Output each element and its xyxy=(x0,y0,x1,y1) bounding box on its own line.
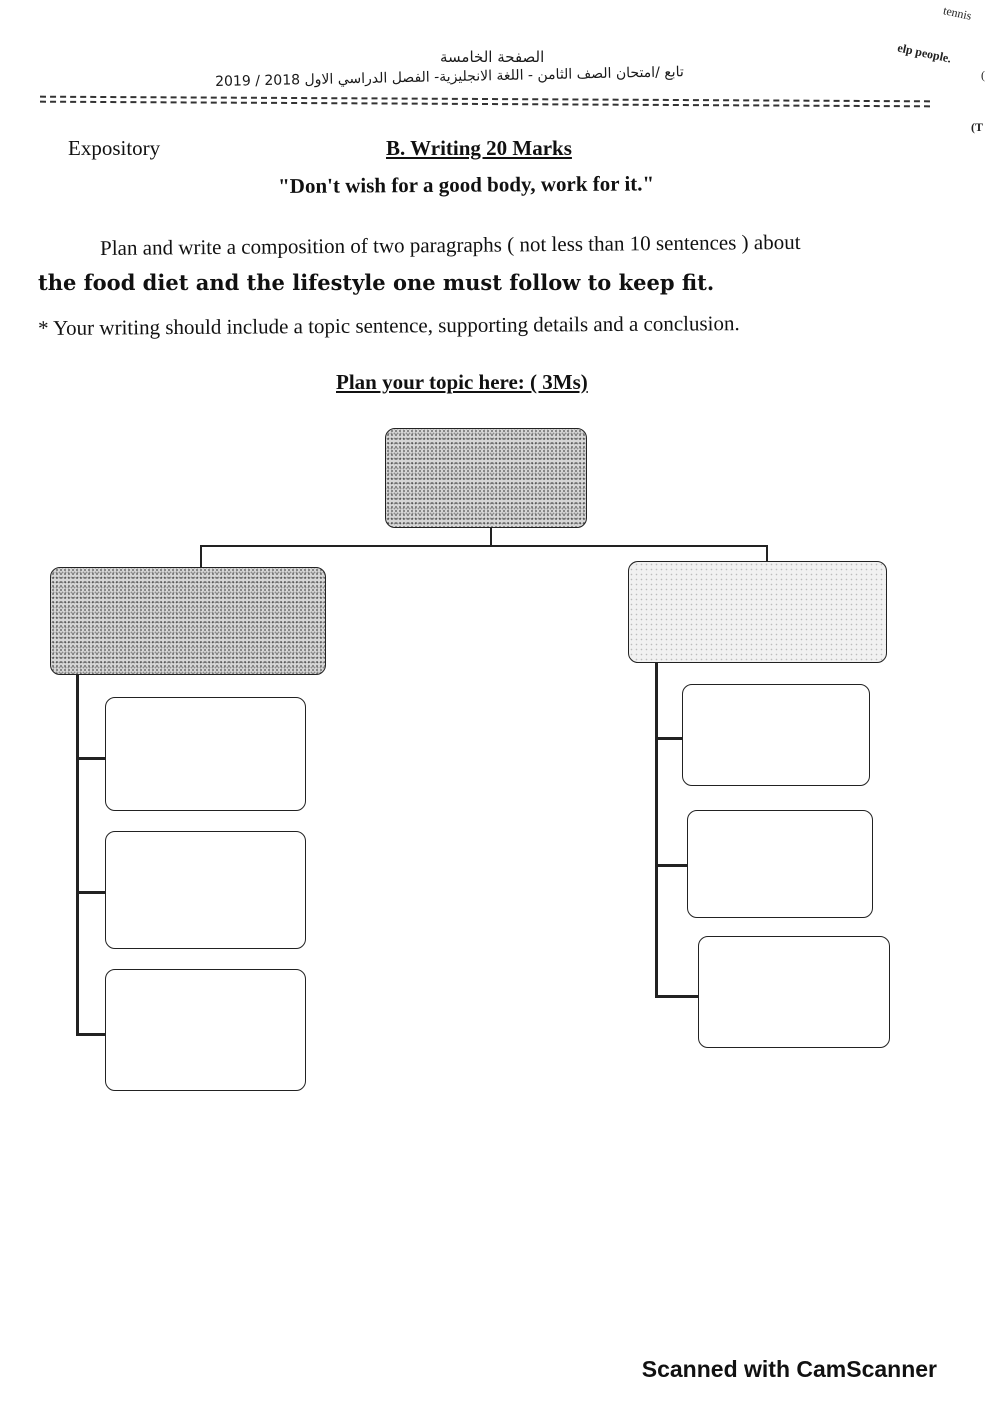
instruction-text: Plan and write a composition of two paragraphs ( not less than 10 sentences ) about xyxy=(100,229,801,260)
right-detail-box-1[interactable] xyxy=(682,684,870,786)
right-detail-box-3[interactable] xyxy=(698,936,890,1048)
right-branch-line xyxy=(655,663,658,998)
corner-text: tennis xyxy=(941,3,973,23)
left-subtopic-box[interactable] xyxy=(50,567,326,675)
page-number-header: الصفحة الخامسة xyxy=(440,48,545,66)
connector-line xyxy=(200,545,767,547)
left-detail-box-1[interactable] xyxy=(105,697,306,811)
connector-line xyxy=(76,891,106,894)
connector-line xyxy=(655,995,700,998)
instruction-topic-bold: the food diet and the lifestyle one must follow to keep fit xyxy=(38,270,707,295)
connector-line xyxy=(490,527,492,547)
main-topic-box[interactable] xyxy=(385,428,587,528)
writing-type-label: Expository xyxy=(68,136,161,160)
plan-heading: Plan your topic here: ( 3Ms) xyxy=(336,370,588,394)
connector-line xyxy=(76,1033,106,1036)
header-divider xyxy=(40,101,930,108)
instruction-period: . xyxy=(706,270,715,295)
right-detail-box-2[interactable] xyxy=(687,810,873,918)
connector-line xyxy=(200,545,202,569)
section-title: B. Writing 20 Marks xyxy=(386,136,572,160)
left-branch-line xyxy=(76,675,79,1035)
instruction-note: * Your writing should include a topic sentence, supporting details and a conclusion. xyxy=(38,311,740,340)
corner-text: elp people. xyxy=(896,40,953,66)
connector-line xyxy=(655,737,683,740)
writing-quote: "Don't wish for a good body, work for it." xyxy=(278,171,655,198)
right-subtopic-box[interactable] xyxy=(628,561,887,663)
left-detail-box-3[interactable] xyxy=(105,969,306,1091)
connector-line xyxy=(655,864,688,867)
corner-text: ( xyxy=(981,68,985,82)
exam-info-header: تابع /امتحان الصف الثامن - اللغة الانجليزية- الفصل الدراسي الاول 2018 / 2019 xyxy=(215,64,684,90)
connector-line xyxy=(76,757,106,760)
instruction-topic xyxy=(38,270,714,295)
corner-text: (T xyxy=(971,120,983,134)
scanner-watermark: Scanned with CamScanner xyxy=(641,1356,937,1382)
left-detail-box-2[interactable] xyxy=(105,831,306,949)
adjacent-page-fragment xyxy=(895,0,992,190)
